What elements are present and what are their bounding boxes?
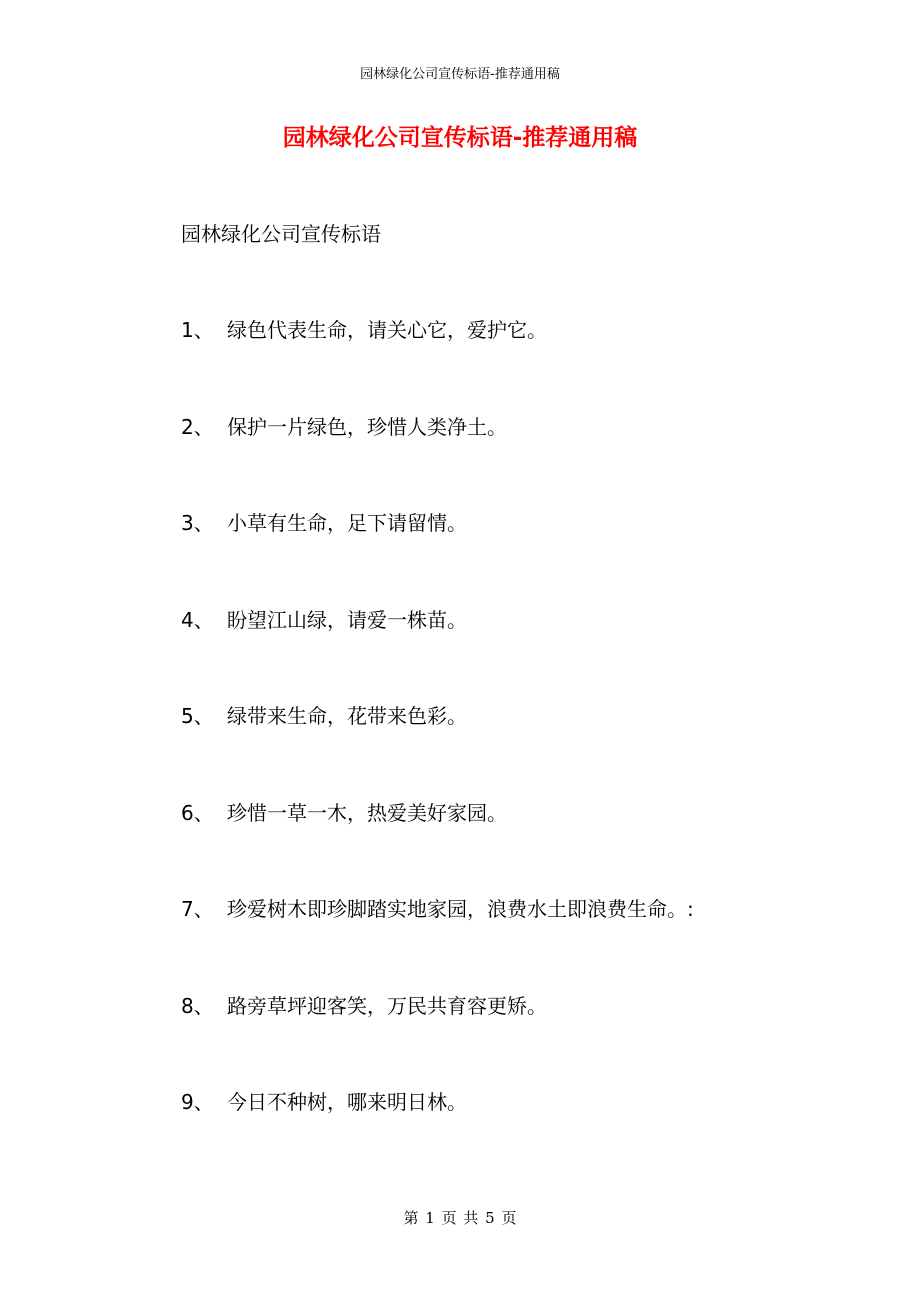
item-text: 路旁草坪迎客笑，万民共育容更矫。 <box>227 993 547 1018</box>
item-number: 2、 <box>181 414 214 439</box>
item-text: 今日不种树，哪来明日林。 <box>227 1090 467 1114</box>
slogan-list <box>181 314 821 1183</box>
list-item <box>181 314 821 411</box>
item-number: 6、 <box>181 800 214 825</box>
document-subtitle: 园林绿化公司宣传标语 <box>181 222 381 246</box>
item-text: 珍惜一草一木，热爱美好家园。 <box>227 800 507 825</box>
running-header: 园林绿化公司宣传标语-推荐通用稿 <box>360 67 560 82</box>
item-number: 8、 <box>181 993 214 1018</box>
document-title: 园林绿化公司宣传标语-推荐通用稿 <box>282 125 638 151</box>
list-item <box>181 507 821 604</box>
page-number-footer: 第 1 页 共 5 页 <box>403 1209 517 1227</box>
item-text: 绿色代表生命，请关心它，爱护它。 <box>227 318 547 342</box>
list-item <box>181 411 821 508</box>
item-text: 保护一片绿色，珍惜人类净土。 <box>227 414 507 439</box>
item-number: 4、 <box>181 607 214 632</box>
list-item <box>181 990 821 1087</box>
list-item <box>181 1086 821 1183</box>
item-text: 绿带来生命，花带来色彩。 <box>227 704 467 728</box>
item-text: 小草有生命，足下请留情。 <box>227 511 467 535</box>
item-number: 1、 <box>181 318 214 342</box>
item-number: 3、 <box>181 511 214 535</box>
list-item <box>181 604 821 701</box>
item-number: 5、 <box>181 704 214 728</box>
list-item <box>181 797 821 894</box>
item-number: 9、 <box>181 1090 214 1114</box>
item-text: 珍爱树木即珍脚踏实地家园，浪费水土即浪费生命。: <box>227 897 694 921</box>
list-item <box>181 700 821 797</box>
list-item <box>181 893 821 990</box>
item-number: 7、 <box>181 897 214 921</box>
item-text: 盼望江山绿，请爱一株苗。 <box>227 607 467 632</box>
